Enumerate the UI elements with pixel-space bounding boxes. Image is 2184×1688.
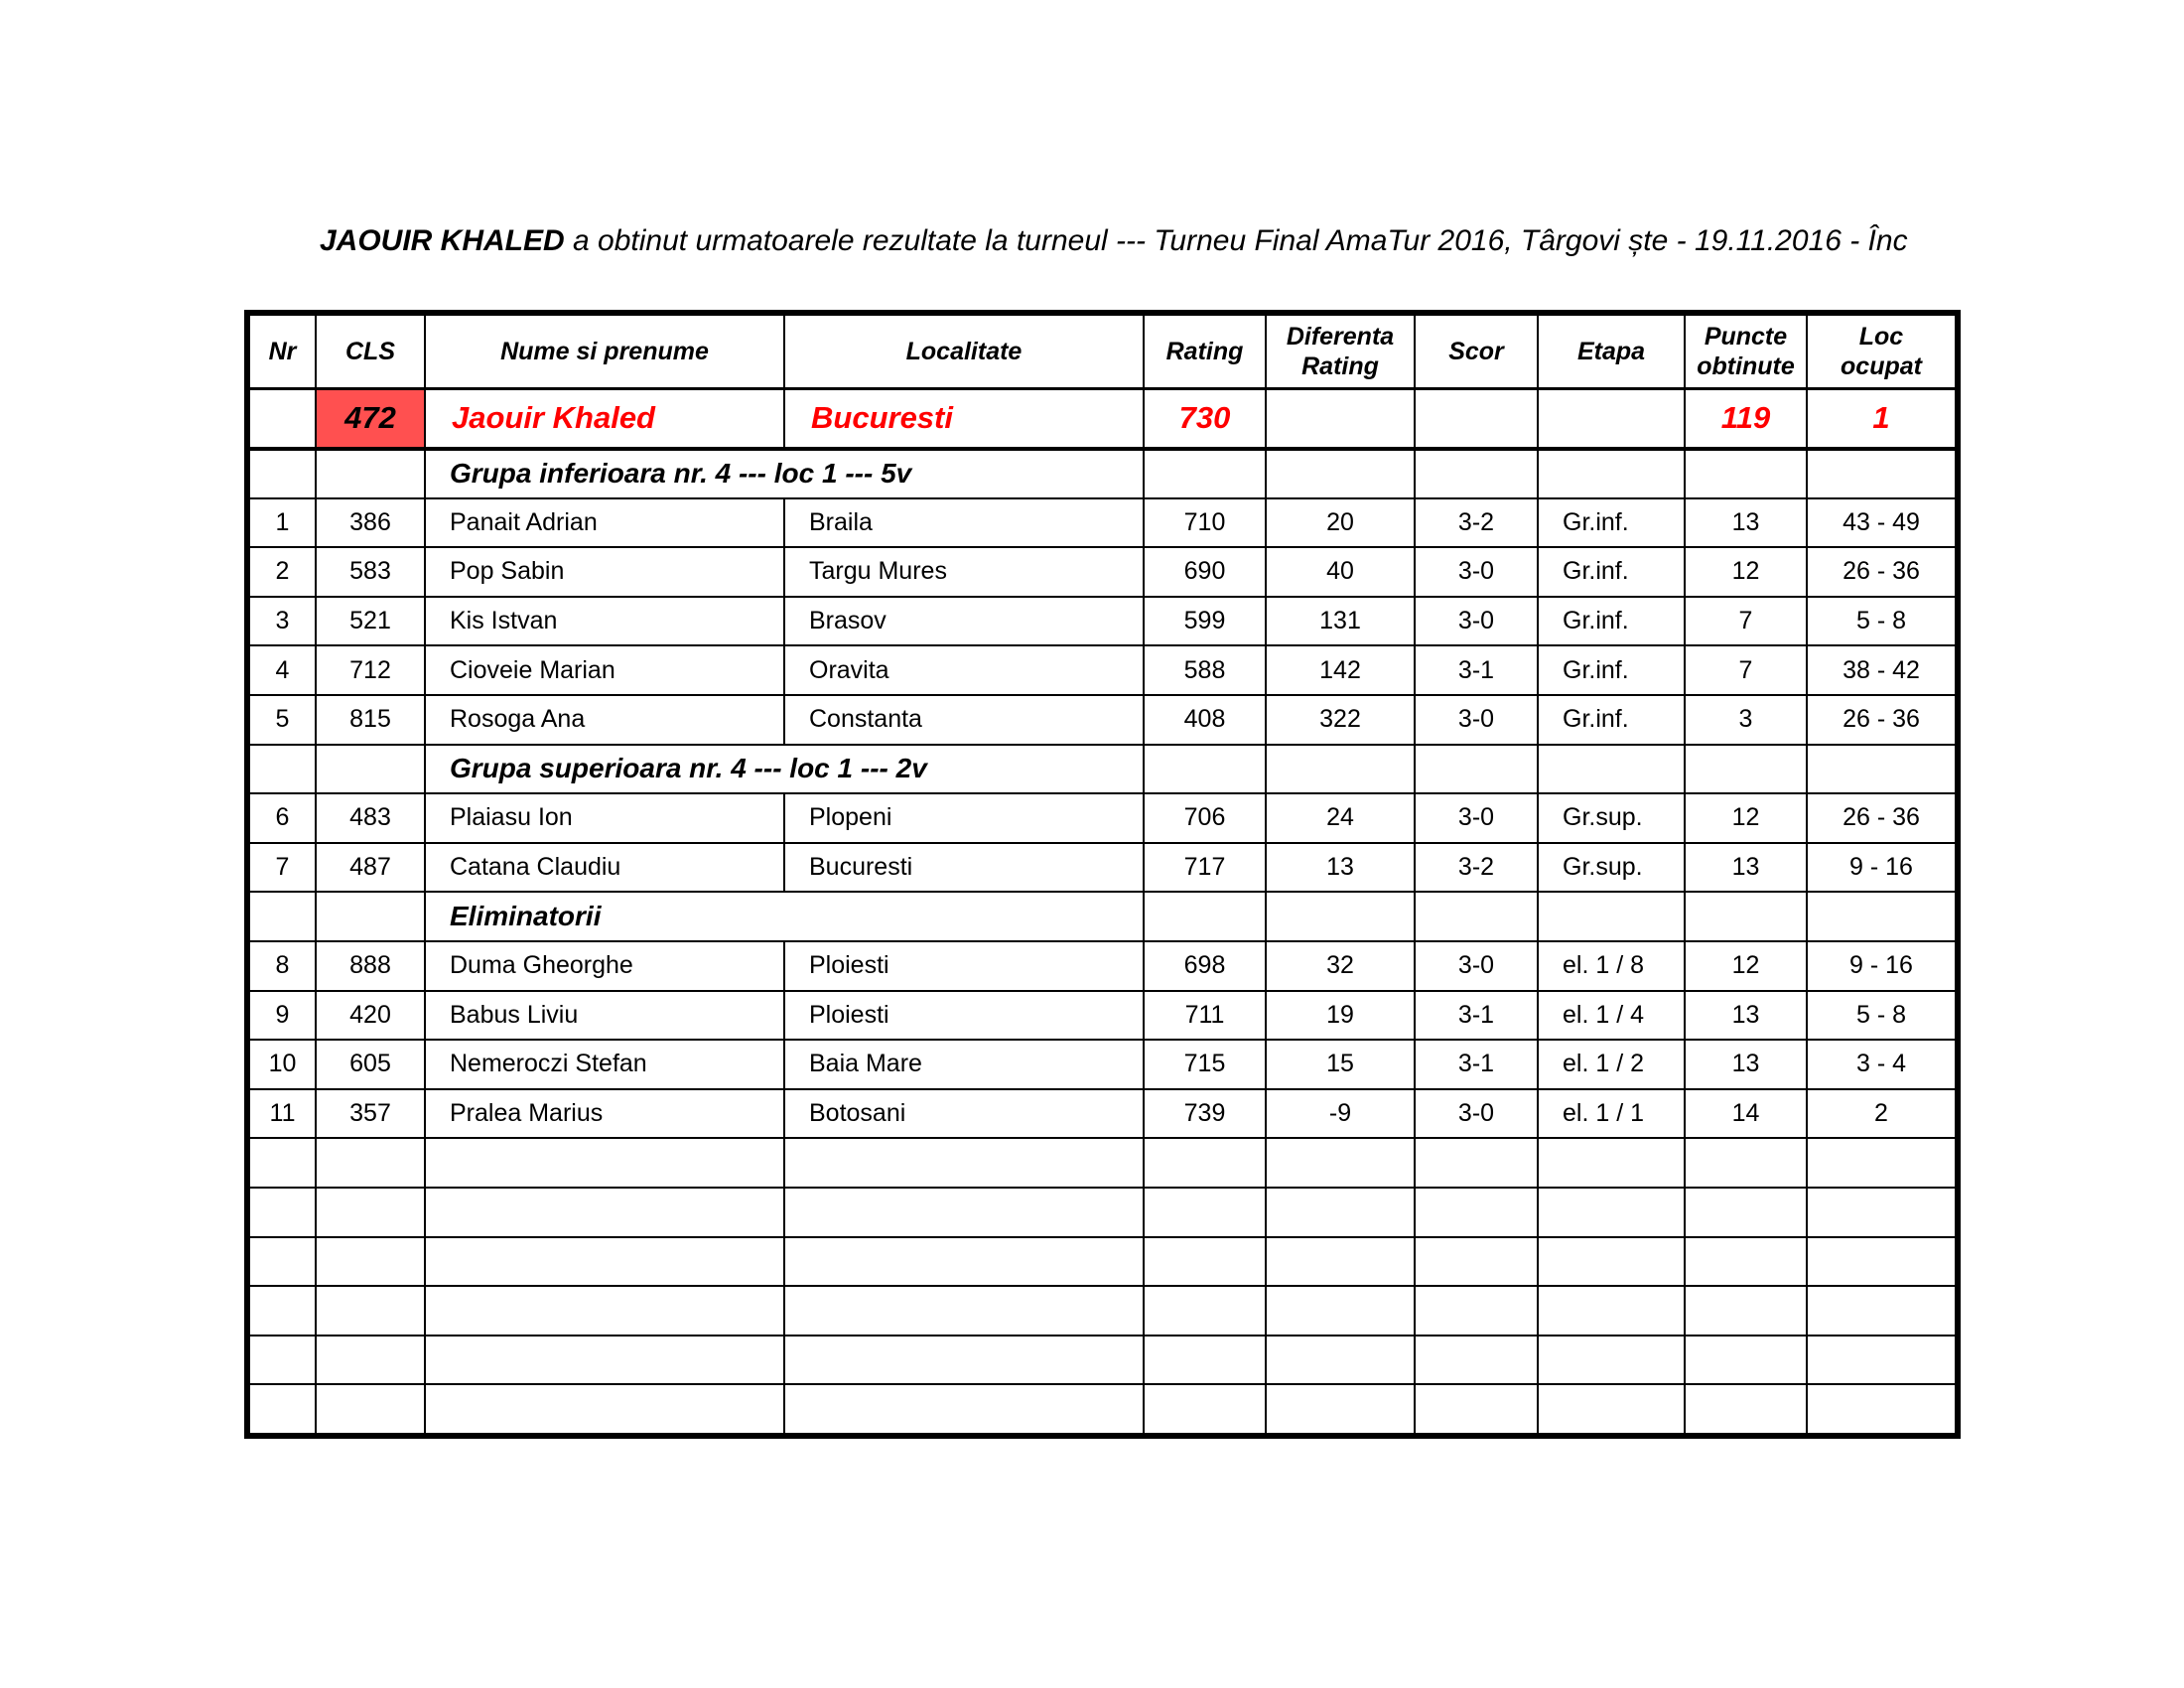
empty-row <box>249 1286 1956 1336</box>
cell-city: Brasov <box>784 597 1144 646</box>
empty-cell <box>1538 892 1685 941</box>
cell-rating: 706 <box>1144 793 1266 843</box>
empty-cell <box>249 1336 316 1385</box>
cell-city: Ploiesti <box>784 941 1144 991</box>
cell-city: Ploiesti <box>784 991 1144 1041</box>
section-label: Grupa inferioara nr. 4 --- loc 1 --- 5v <box>425 449 1144 498</box>
cell-rating-diff: 131 <box>1266 597 1415 646</box>
empty-cell <box>425 1336 784 1385</box>
cell-city: Bucuresti <box>784 843 1144 893</box>
cell-place: 26 - 36 <box>1807 547 1956 597</box>
empty-cell <box>1807 1237 1956 1287</box>
cell-rating: 588 <box>1144 645 1266 695</box>
cell-nr: 8 <box>249 941 316 991</box>
header-rating-diff: Diferenta Rating <box>1266 315 1415 388</box>
empty-cell <box>1415 892 1538 941</box>
cell-nr: 7 <box>249 843 316 893</box>
cell-stage: Gr.inf. <box>1538 695 1685 745</box>
empty-cell <box>1266 449 1415 498</box>
cell-cls: 386 <box>316 498 425 548</box>
cell-nr: 5 <box>249 695 316 745</box>
table-row <box>249 547 1956 597</box>
empty-cell <box>316 449 425 498</box>
cell-city: Constanta <box>784 695 1144 745</box>
cell-rating: 711 <box>1144 991 1266 1041</box>
header-name: Nume si prenume <box>425 315 784 388</box>
cell-points: 13 <box>1685 991 1807 1041</box>
cell-nr: 11 <box>249 1089 316 1139</box>
empty-cell <box>249 1138 316 1188</box>
table-row <box>249 1040 1956 1089</box>
cell-stage: el. 1 / 1 <box>1538 1089 1685 1139</box>
header-place: Loc ocupat <box>1807 315 1956 388</box>
empty-cell <box>316 1336 425 1385</box>
empty-cell <box>1144 1138 1266 1188</box>
cell-place: 38 - 42 <box>1807 645 1956 695</box>
cell-rating: 739 <box>1144 1089 1266 1139</box>
cell-rating: 698 <box>1144 941 1266 991</box>
cell-score: 3-0 <box>1415 547 1538 597</box>
cell-stage: Gr.sup. <box>1538 793 1685 843</box>
empty-cell <box>316 1138 425 1188</box>
empty-cell <box>1807 1138 1956 1188</box>
cell-name: Pralea Marius <box>425 1089 784 1139</box>
cell-score: 3-0 <box>1415 597 1538 646</box>
cell-points: 13 <box>1685 498 1807 548</box>
empty-cell <box>1807 449 1956 498</box>
empty-cell <box>249 1237 316 1287</box>
cell-rating: 408 <box>1144 695 1266 745</box>
cell-score: 3-1 <box>1415 1040 1538 1089</box>
table-row <box>249 941 1956 991</box>
cell-city: Oravita <box>784 645 1144 695</box>
player-diff <box>1266 388 1415 449</box>
empty-cell <box>1266 1286 1415 1336</box>
empty-cell <box>784 1384 1144 1434</box>
empty-cell <box>1266 892 1415 941</box>
empty-cell <box>1144 1188 1266 1237</box>
empty-cell <box>1685 1286 1807 1336</box>
empty-cell <box>1538 1384 1685 1434</box>
cell-points: 14 <box>1685 1089 1807 1139</box>
table-row <box>249 991 1956 1041</box>
cell-name: Plaiasu Ion <box>425 793 784 843</box>
empty-cell <box>1807 1336 1956 1385</box>
cell-rating-diff: 142 <box>1266 645 1415 695</box>
cell-stage: el. 1 / 8 <box>1538 941 1685 991</box>
empty-cell <box>316 1237 425 1287</box>
player-place: 1 <box>1807 388 1956 449</box>
cell-rating-diff: 15 <box>1266 1040 1415 1089</box>
cell-rating: 690 <box>1144 547 1266 597</box>
cell-nr: 1 <box>249 498 316 548</box>
empty-cell <box>1807 1384 1956 1434</box>
cell-score: 3-0 <box>1415 695 1538 745</box>
player-name-heading: JAOUIR KHALED <box>320 224 565 257</box>
empty-cell <box>249 1384 316 1434</box>
player-stage <box>1538 388 1685 449</box>
cell-cls: 357 <box>316 1089 425 1139</box>
cell-name: Nemeroczi Stefan <box>425 1040 784 1089</box>
cell-cls: 521 <box>316 597 425 646</box>
section-label: Grupa superioara nr. 4 --- loc 1 --- 2v <box>425 745 1144 794</box>
cell-score: 3-0 <box>1415 793 1538 843</box>
section-header-row <box>249 892 1956 941</box>
cell-name: Kis Istvan <box>425 597 784 646</box>
results-table-frame <box>244 310 1961 1439</box>
empty-cell <box>249 1286 316 1336</box>
empty-cell <box>1685 449 1807 498</box>
header-city: Localitate <box>784 315 1144 388</box>
empty-row <box>249 1237 1956 1287</box>
empty-cell <box>1415 745 1538 794</box>
cell-name: Duma Gheorghe <box>425 941 784 991</box>
cell-rating: 717 <box>1144 843 1266 893</box>
empty-cell <box>1685 1188 1807 1237</box>
cell-score: 3-0 <box>1415 941 1538 991</box>
table-row <box>249 498 1956 548</box>
empty-cell <box>249 1188 316 1237</box>
cell-stage: Gr.sup. <box>1538 843 1685 893</box>
section-header-row <box>249 745 1956 794</box>
cell-name: Cioveie Marian <box>425 645 784 695</box>
empty-cell <box>1415 1188 1538 1237</box>
cell-score: 3-2 <box>1415 498 1538 548</box>
cell-nr: 6 <box>249 793 316 843</box>
empty-cell <box>249 745 316 794</box>
empty-cell <box>1685 1384 1807 1434</box>
cell-cls: 483 <box>316 793 425 843</box>
cell-place: 9 - 16 <box>1807 941 1956 991</box>
cell-name: Catana Claudiu <box>425 843 784 893</box>
empty-cell <box>1415 1384 1538 1434</box>
cell-place: 3 - 4 <box>1807 1040 1956 1089</box>
cell-name: Rosoga Ana <box>425 695 784 745</box>
empty-cell <box>1144 1237 1266 1287</box>
cell-points: 13 <box>1685 843 1807 893</box>
cell-place: 43 - 49 <box>1807 498 1956 548</box>
player-name: Jaouir Khaled <box>425 388 784 449</box>
player-city: Bucuresti <box>784 388 1144 449</box>
cell-stage: el. 1 / 4 <box>1538 991 1685 1041</box>
empty-cell <box>1415 1237 1538 1287</box>
table-row <box>249 843 1956 893</box>
cell-city: Plopeni <box>784 793 1144 843</box>
table-row <box>249 645 1956 695</box>
cell-rating: 599 <box>1144 597 1266 646</box>
cell-city: Baia Mare <box>784 1040 1144 1089</box>
cell-rating-diff: 19 <box>1266 991 1415 1041</box>
cell-points: 12 <box>1685 941 1807 991</box>
empty-row <box>249 1188 1956 1237</box>
cell-cls: 888 <box>316 941 425 991</box>
empty-cell <box>1266 745 1415 794</box>
empty-cell <box>1415 1336 1538 1385</box>
empty-cell <box>1415 1138 1538 1188</box>
header-rating: Rating <box>1144 315 1266 388</box>
header-stage: Etapa <box>1538 315 1685 388</box>
cell-rating-diff: 322 <box>1266 695 1415 745</box>
empty-cell <box>784 1286 1144 1336</box>
empty-cell <box>1538 449 1685 498</box>
cell-rating: 715 <box>1144 1040 1266 1089</box>
player-cls: 472 <box>316 388 425 449</box>
cell-cls: 712 <box>316 645 425 695</box>
empty-cell <box>1538 1286 1685 1336</box>
table-row <box>249 1089 1956 1139</box>
cell-place: 26 - 36 <box>1807 793 1956 843</box>
cell-nr: 3 <box>249 597 316 646</box>
empty-cell <box>316 1384 425 1434</box>
header-row <box>249 315 1956 388</box>
empty-cell <box>1144 1384 1266 1434</box>
header-nr: Nr <box>249 315 316 388</box>
player-summary-row <box>249 388 1956 449</box>
cell-city: Targu Mures <box>784 547 1144 597</box>
results-table <box>248 314 1957 1435</box>
empty-cell <box>1685 1336 1807 1385</box>
empty-cell <box>1144 892 1266 941</box>
empty-cell <box>1685 745 1807 794</box>
cell-nr: 10 <box>249 1040 316 1089</box>
cell-cls: 605 <box>316 1040 425 1089</box>
table-row <box>249 793 1956 843</box>
empty-cell <box>1266 1336 1415 1385</box>
empty-cell <box>249 449 316 498</box>
cell-rating-diff: 40 <box>1266 547 1415 597</box>
cell-place: 5 - 8 <box>1807 597 1956 646</box>
player-score <box>1415 388 1538 449</box>
cell-stage: el. 1 / 2 <box>1538 1040 1685 1089</box>
cell-name: Pop Sabin <box>425 547 784 597</box>
cell-cls: 420 <box>316 991 425 1041</box>
header-points: Puncte obtinute <box>1685 315 1807 388</box>
cell-rating-diff: 13 <box>1266 843 1415 893</box>
empty-cell <box>1266 1138 1415 1188</box>
cell-name: Panait Adrian <box>425 498 784 548</box>
empty-cell <box>316 1286 425 1336</box>
cell-cls: 487 <box>316 843 425 893</box>
empty-cell <box>425 1237 784 1287</box>
cell-rating-diff: -9 <box>1266 1089 1415 1139</box>
empty-row <box>249 1336 1956 1385</box>
empty-cell <box>316 1188 425 1237</box>
cell-points: 12 <box>1685 547 1807 597</box>
empty-cell <box>784 1138 1144 1188</box>
cell-place: 26 - 36 <box>1807 695 1956 745</box>
cell-name: Babus Liviu <box>425 991 784 1041</box>
empty-cell <box>1538 745 1685 794</box>
empty-cell <box>1807 892 1956 941</box>
player-rating: 730 <box>1144 388 1266 449</box>
cell-rating-diff: 20 <box>1266 498 1415 548</box>
cell-rating-diff: 24 <box>1266 793 1415 843</box>
empty-cell <box>1685 1138 1807 1188</box>
empty-row <box>249 1138 1956 1188</box>
cell-stage: Gr.inf. <box>1538 498 1685 548</box>
cell-score: 3-0 <box>1415 1089 1538 1139</box>
cell-nr: 2 <box>249 547 316 597</box>
cell-stage: Gr.inf. <box>1538 597 1685 646</box>
table-row <box>249 597 1956 646</box>
player-nr <box>249 388 316 449</box>
empty-cell <box>784 1336 1144 1385</box>
empty-cell <box>1266 1384 1415 1434</box>
cell-points: 12 <box>1685 793 1807 843</box>
empty-cell <box>1144 449 1266 498</box>
cell-place: 5 - 8 <box>1807 991 1956 1041</box>
empty-cell <box>1685 892 1807 941</box>
cell-city: Botosani <box>784 1089 1144 1139</box>
cell-nr: 9 <box>249 991 316 1041</box>
cell-score: 3-1 <box>1415 645 1538 695</box>
cell-cls: 583 <box>316 547 425 597</box>
cell-score: 3-1 <box>1415 991 1538 1041</box>
section-header-row <box>249 449 1956 498</box>
header-cls: CLS <box>316 315 425 388</box>
cell-city: Braila <box>784 498 1144 548</box>
header-score: Scor <box>1415 315 1538 388</box>
empty-cell <box>1538 1138 1685 1188</box>
table-row <box>249 695 1956 745</box>
empty-cell <box>425 1384 784 1434</box>
empty-cell <box>1144 1336 1266 1385</box>
report-title <box>320 224 1958 258</box>
empty-cell <box>425 1188 784 1237</box>
empty-cell <box>1538 1188 1685 1237</box>
cell-place: 2 <box>1807 1089 1956 1139</box>
cell-rating: 710 <box>1144 498 1266 548</box>
empty-cell <box>784 1237 1144 1287</box>
empty-cell <box>784 1188 1144 1237</box>
empty-cell <box>316 892 425 941</box>
cell-points: 7 <box>1685 645 1807 695</box>
empty-cell <box>425 1286 784 1336</box>
empty-cell <box>1807 1188 1956 1237</box>
empty-cell <box>249 892 316 941</box>
cell-rating-diff: 32 <box>1266 941 1415 991</box>
cell-nr: 4 <box>249 645 316 695</box>
cell-score: 3-2 <box>1415 843 1538 893</box>
empty-cell <box>1538 1336 1685 1385</box>
empty-cell <box>1807 745 1956 794</box>
empty-cell <box>1415 449 1538 498</box>
cell-points: 7 <box>1685 597 1807 646</box>
cell-place: 9 - 16 <box>1807 843 1956 893</box>
empty-cell <box>425 1138 784 1188</box>
cell-stage: Gr.inf. <box>1538 645 1685 695</box>
empty-cell <box>316 745 425 794</box>
empty-cell <box>1266 1237 1415 1287</box>
empty-cell <box>1538 1237 1685 1287</box>
empty-cell <box>1266 1188 1415 1237</box>
empty-cell <box>1144 745 1266 794</box>
empty-cell <box>1685 1237 1807 1287</box>
empty-row <box>249 1384 1956 1434</box>
player-points: 119 <box>1685 388 1807 449</box>
cell-points: 13 <box>1685 1040 1807 1089</box>
section-label: Eliminatorii <box>425 892 1144 941</box>
cell-stage: Gr.inf. <box>1538 547 1685 597</box>
empty-cell <box>1415 1286 1538 1336</box>
empty-cell <box>1807 1286 1956 1336</box>
empty-cell <box>1144 1286 1266 1336</box>
title-text: a obtinut urmatoarele rezultate la turneul --- Turneu Final AmaTur 2016, Târgovi ște - 19.11.2016 - Înc <box>564 224 1908 257</box>
cell-points: 3 <box>1685 695 1807 745</box>
cell-cls: 815 <box>316 695 425 745</box>
